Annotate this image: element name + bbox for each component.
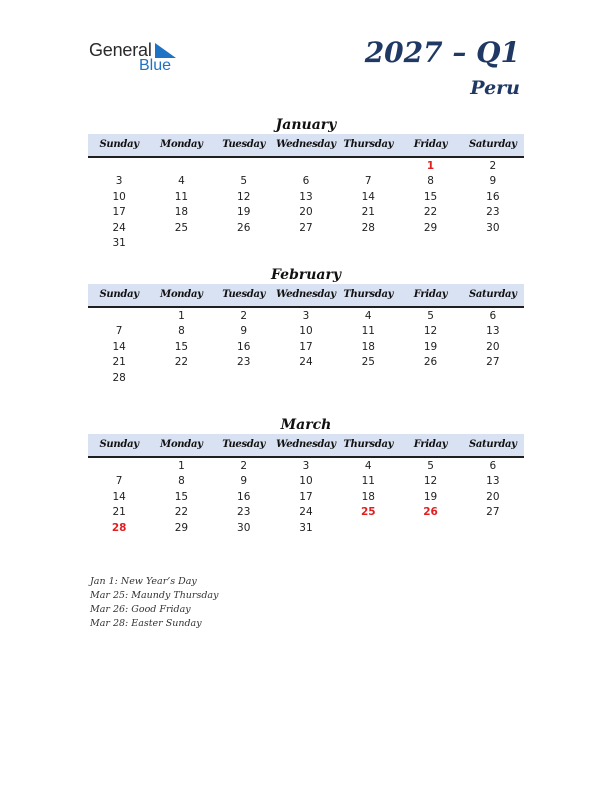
empty-day-cell xyxy=(213,236,275,251)
day-cell: 13 xyxy=(486,325,500,338)
month-march xyxy=(88,416,524,536)
empty-day-cell xyxy=(213,371,275,386)
weekday-label: Sunday xyxy=(99,289,139,300)
weekday-label: Monday xyxy=(160,439,203,450)
day-cell: 16 xyxy=(486,190,500,203)
empty-day-cell xyxy=(462,371,524,386)
day-cell: 10 xyxy=(299,325,313,338)
day-cell: 7 xyxy=(115,475,123,488)
page-title: 2027 – Q1 xyxy=(364,36,520,69)
day-cell: 11 xyxy=(174,190,189,203)
empty-day-cell xyxy=(399,521,461,536)
day-cell: 29 xyxy=(174,521,189,534)
holiday-note: Mar 25: Maundy Thursday xyxy=(90,590,219,601)
weekday-header xyxy=(88,134,524,158)
week-row xyxy=(88,159,524,174)
weekday-label: Saturday xyxy=(468,289,517,300)
week-row xyxy=(88,505,524,520)
day-cell: 12 xyxy=(423,475,438,488)
day-cell: 28 xyxy=(361,221,375,234)
empty-day-cell xyxy=(462,521,524,536)
day-cell: 9 xyxy=(489,175,497,188)
day-cell: 6 xyxy=(489,310,497,322)
logo-text-general: General xyxy=(89,40,152,60)
empty-day-cell xyxy=(399,371,461,386)
day-cell: 19 xyxy=(423,340,438,353)
day-cell: 20 xyxy=(486,490,500,503)
logo-text-blue: Blue xyxy=(139,57,172,74)
weekday-label: Sunday xyxy=(99,439,139,450)
day-cell: 1 xyxy=(178,460,185,472)
day-cell: 24 xyxy=(299,356,313,369)
day-cell: 12 xyxy=(423,325,438,338)
weekday-label: Monday xyxy=(160,139,203,150)
day-cell: 22 xyxy=(174,506,189,519)
day-cell: 23 xyxy=(237,506,251,519)
weekday-label: Wednesday xyxy=(276,139,336,150)
day-cell: 25 xyxy=(174,221,189,234)
empty-day-cell xyxy=(88,459,150,474)
weekday-label: Wednesday xyxy=(276,439,336,450)
day-cell: 6 xyxy=(302,175,310,188)
empty-day-cell xyxy=(337,236,399,251)
day-cell: 31 xyxy=(299,521,313,534)
weekday-label: Friday xyxy=(413,439,448,450)
day-cell: 17 xyxy=(299,490,313,503)
week-row xyxy=(88,340,524,355)
day-cell: 12 xyxy=(237,190,251,203)
day-cell: 26 xyxy=(237,221,251,234)
day-cell: 9 xyxy=(240,325,248,338)
empty-day-cell xyxy=(337,371,399,386)
day-cell: 16 xyxy=(237,490,251,503)
day-cell: 8 xyxy=(178,475,185,488)
day-cell: 7 xyxy=(364,175,372,188)
week-row xyxy=(88,205,524,220)
day-cell: 14 xyxy=(112,490,126,503)
day-cell: 3 xyxy=(302,310,310,322)
weekday-label: Thursday xyxy=(343,289,394,300)
day-cell: 23 xyxy=(237,356,251,369)
holiday-notes xyxy=(90,575,218,631)
day-cell: 27 xyxy=(299,221,313,234)
day-cell: 5 xyxy=(427,460,434,472)
empty-day-cell xyxy=(88,309,150,324)
day-cell: 4 xyxy=(364,460,372,472)
weekday-label: Thursday xyxy=(343,439,394,450)
day-cell: 10 xyxy=(299,475,313,488)
week-row xyxy=(88,309,524,324)
holiday-note: Mar 26: Good Friday xyxy=(90,604,191,615)
month-name: February xyxy=(270,267,341,283)
day-cell: 19 xyxy=(237,206,251,219)
day-cell: 8 xyxy=(427,175,434,188)
day-cell: 25 xyxy=(360,506,376,519)
day-cell: 18 xyxy=(174,206,189,219)
empty-day-cell xyxy=(150,236,212,251)
day-cell: 24 xyxy=(112,221,126,234)
weekday-header xyxy=(88,284,524,308)
day-cell: 2 xyxy=(240,460,248,472)
empty-day-cell xyxy=(275,159,337,174)
day-cell: 14 xyxy=(361,190,375,203)
day-cell: 9 xyxy=(240,475,248,488)
day-cell: 18 xyxy=(361,490,375,503)
weekday-label: Monday xyxy=(160,289,203,300)
day-cell: 21 xyxy=(112,356,126,369)
day-cell: 1 xyxy=(178,310,185,322)
weekday-label: Friday xyxy=(413,139,448,150)
holiday-note: Jan 1: New Year’s Day xyxy=(90,576,197,587)
day-cell: 30 xyxy=(486,221,500,234)
week-row xyxy=(88,490,524,505)
day-cell: 21 xyxy=(361,206,375,219)
weekday-label: Saturday xyxy=(468,139,517,150)
month-january xyxy=(88,116,524,251)
month-name: January xyxy=(275,117,337,133)
day-cell: 19 xyxy=(423,490,438,503)
empty-day-cell xyxy=(150,159,212,174)
day-cell: 31 xyxy=(112,236,126,249)
weekday-label: Friday xyxy=(413,289,448,300)
day-cell: 17 xyxy=(299,340,313,353)
month-name: March xyxy=(280,417,332,433)
day-cell: 7 xyxy=(115,325,123,338)
day-cell: 5 xyxy=(240,175,248,188)
day-cell: 20 xyxy=(486,340,500,353)
day-cell: 6 xyxy=(489,460,497,472)
day-cell: 25 xyxy=(361,356,375,369)
logo xyxy=(89,40,189,76)
day-cell: 16 xyxy=(237,340,251,353)
month-february xyxy=(88,266,524,386)
holiday-note: Mar 28: Easter Sunday xyxy=(90,618,202,629)
empty-day-cell xyxy=(337,521,399,536)
day-cell: 13 xyxy=(486,475,500,488)
day-cell: 18 xyxy=(361,340,375,353)
week-row xyxy=(88,371,524,386)
day-cell: 5 xyxy=(427,310,434,322)
day-cell: 17 xyxy=(112,206,126,219)
week-row xyxy=(88,474,524,489)
day-cell: 30 xyxy=(237,521,251,534)
weekday-label: Sunday xyxy=(99,139,139,150)
week-row xyxy=(88,355,524,370)
country-name: Peru xyxy=(470,77,520,99)
week-row xyxy=(88,221,524,236)
day-cell: 23 xyxy=(486,206,500,219)
day-cell: 27 xyxy=(486,356,500,369)
week-row xyxy=(88,459,524,474)
day-cell: 1 xyxy=(426,160,435,172)
day-cell: 11 xyxy=(361,475,375,488)
week-row xyxy=(88,190,524,205)
day-cell: 10 xyxy=(112,190,126,203)
empty-day-cell xyxy=(337,159,399,174)
day-cell: 22 xyxy=(174,356,189,369)
weekday-label: Tuesday xyxy=(222,139,266,150)
weekday-label: Saturday xyxy=(468,439,517,450)
day-cell: 24 xyxy=(299,506,313,519)
weekday-label: Wednesday xyxy=(276,289,336,300)
day-cell: 26 xyxy=(423,356,438,369)
day-cell: 15 xyxy=(174,340,189,353)
empty-day-cell xyxy=(462,236,524,251)
empty-day-cell xyxy=(213,159,275,174)
day-cell: 26 xyxy=(423,506,438,519)
day-cell: 11 xyxy=(361,325,375,338)
day-cell: 4 xyxy=(178,175,185,188)
day-cell: 28 xyxy=(112,371,126,384)
day-cell: 2 xyxy=(240,310,248,322)
day-cell: 3 xyxy=(115,175,123,188)
empty-day-cell xyxy=(150,371,212,386)
day-cell: 14 xyxy=(112,340,126,353)
day-cell: 3 xyxy=(302,460,310,472)
weekday-header xyxy=(88,434,524,458)
day-cell: 15 xyxy=(423,190,438,203)
week-row xyxy=(88,174,524,189)
empty-day-cell xyxy=(88,159,150,174)
day-cell: 20 xyxy=(299,206,313,219)
day-cell: 22 xyxy=(423,206,438,219)
day-cell: 15 xyxy=(174,490,189,503)
empty-day-cell xyxy=(399,236,461,251)
week-row xyxy=(88,324,524,339)
day-cell: 28 xyxy=(111,521,127,534)
day-cell: 29 xyxy=(423,221,438,234)
empty-day-cell xyxy=(275,236,337,251)
week-row xyxy=(88,236,524,251)
day-cell: 2 xyxy=(489,160,497,172)
day-cell: 27 xyxy=(486,506,500,519)
empty-day-cell xyxy=(275,371,337,386)
week-row xyxy=(88,521,524,536)
day-cell: 8 xyxy=(178,325,185,338)
day-cell: 13 xyxy=(299,190,313,203)
weekday-label: Tuesday xyxy=(222,439,266,450)
day-cell: 4 xyxy=(364,310,372,322)
weekday-label: Tuesday xyxy=(222,289,266,300)
day-cell: 21 xyxy=(112,506,126,519)
weekday-label: Thursday xyxy=(343,139,394,150)
